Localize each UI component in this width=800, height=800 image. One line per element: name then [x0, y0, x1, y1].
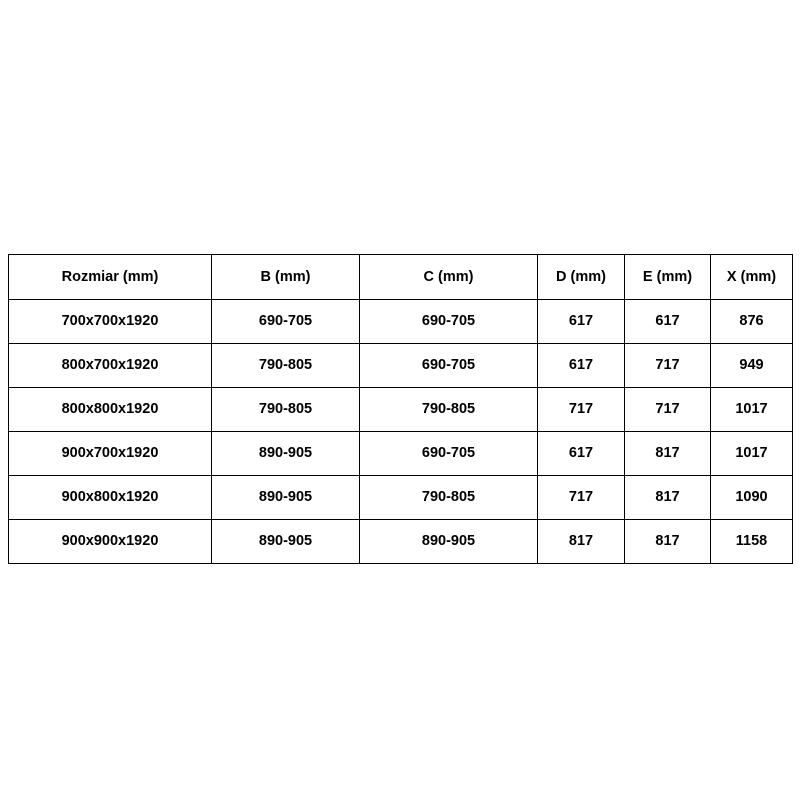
column-header-rozmiar: Rozmiar (mm): [9, 255, 212, 300]
table-row: [9, 344, 793, 388]
cell-b: 790-805: [212, 388, 360, 432]
column-header-c: C (mm): [360, 255, 538, 300]
cell-d: 717: [538, 476, 625, 520]
cell-d: 617: [538, 432, 625, 476]
cell-b: 890-905: [212, 476, 360, 520]
specification-table: [8, 254, 793, 564]
column-header-b: B (mm): [212, 255, 360, 300]
cell-c: 690-705: [360, 300, 538, 344]
cell-b: 890-905: [212, 432, 360, 476]
column-header-d: D (mm): [538, 255, 625, 300]
cell-c: 690-705: [360, 432, 538, 476]
cell-b: 790-805: [212, 344, 360, 388]
cell-d: 617: [538, 300, 625, 344]
cell-e: 717: [625, 388, 711, 432]
table-row: [9, 388, 793, 432]
cell-c: 790-805: [360, 388, 538, 432]
cell-x: 1017: [711, 388, 793, 432]
cell-d: 817: [538, 520, 625, 564]
cell-d: 617: [538, 344, 625, 388]
column-header-x: X (mm): [711, 255, 793, 300]
table-row: [9, 300, 793, 344]
cell-e: 817: [625, 520, 711, 564]
specification-table-container: [8, 254, 792, 564]
cell-e: 817: [625, 476, 711, 520]
cell-e: 817: [625, 432, 711, 476]
table-row: [9, 520, 793, 564]
cell-x: 1090: [711, 476, 793, 520]
table-header-row: [9, 255, 793, 300]
cell-size: 800x800x1920: [9, 388, 212, 432]
cell-c: 890-905: [360, 520, 538, 564]
cell-b: 690-705: [212, 300, 360, 344]
cell-size: 900x800x1920: [9, 476, 212, 520]
cell-b: 890-905: [212, 520, 360, 564]
table-row: [9, 432, 793, 476]
cell-x: 1158: [711, 520, 793, 564]
cell-size: 900x900x1920: [9, 520, 212, 564]
cell-x: 1017: [711, 432, 793, 476]
cell-size: 700x700x1920: [9, 300, 212, 344]
cell-e: 717: [625, 344, 711, 388]
table-row: [9, 476, 793, 520]
cell-d: 717: [538, 388, 625, 432]
cell-size: 900x700x1920: [9, 432, 212, 476]
cell-c: 790-805: [360, 476, 538, 520]
column-header-e: E (mm): [625, 255, 711, 300]
cell-e: 617: [625, 300, 711, 344]
cell-x: 949: [711, 344, 793, 388]
cell-c: 690-705: [360, 344, 538, 388]
cell-size: 800x700x1920: [9, 344, 212, 388]
cell-x: 876: [711, 300, 793, 344]
